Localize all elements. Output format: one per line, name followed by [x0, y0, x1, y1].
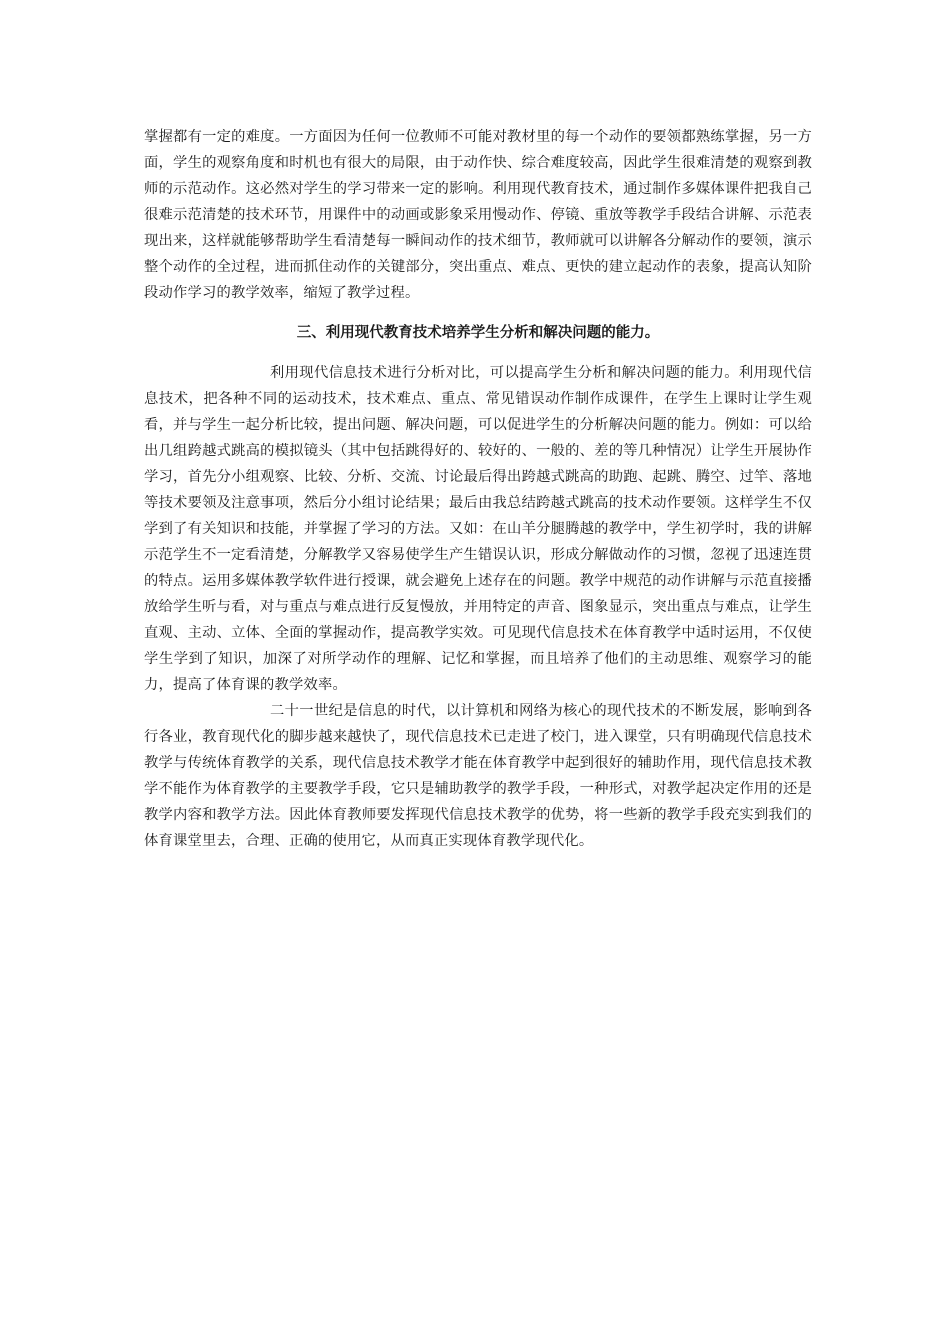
paragraph-2: 利用现代信息技术进行分析对比，可以提高学生分析和解决问题的能力。利用现代信息技术，把各种不同的运动技术，技术难点、重点、常见错误动作制作成课件，在学生上课时让学生观看，并与学生一起分析比较，提出问题、解决问题，可以促进学生的分析解决问题的能力。例如：可以给出几组跨越式跳高的模拟镜头（其中包括跳得好的、较好的、一般的、差的等几种情况）让学生开展协作学习，首先分小组观察、比较、分析、交流、讨论最后得出跨越式跳高的助跑、起跳、腾空、过竿、落地等技术要领及注意事项，然后分小组讨论结果；最后由我总结跨越式跳高的技术动作要领。这样学生不仅学到了有关知识和技能，并掌握了学习的方法。又如：在山羊分腿腾越的教学中，学生初学时，我的讲解示范学生不一定看清楚，分解教学又容易使学生产生错误认识，形成分解做动作的习惯，忽视了迅速连贯的特点。运用多媒体教学软件进行授课，就会避免上述存在的问题。教学中规范的动作讲解与示范直接播放给学生听与看，对与重点与难点进行反复慢放，并用特定的声音、图象显示，突出重点与难点，让学生直观、主动、立体、全面的掌握动作，提高教学实效。可见现代信息技术在体育教学中适时运用，不仅使学生学到了知识，加深了对所学动作的理解、记忆和掌握，而且培养了他们的主动思维、观察学习的能力，提高了体育课的教学效率。	[144, 365, 812, 693]
paragraph-3: 二十一世纪是信息的时代，以计算机和网络为核心的现代技术的不断发展，影响到各行各业，教育现代化的脚步越来越快了，现代信息技术已走进了校门，进入课堂，只有明确现代信息技术教学与传统体育教学的关系，现代信息技术教学才能在体育教学中起到很好的辅助作用，现代信息技术教学不能作为体育教学的主要教学手段，它只是辅助教学的教学手段，一种形式，对教学起决定作用的还是教学内容和教学方法。因此体育教师要发挥现代信息技术教学的优势，将一些新的教学手段充实到我们的体育课堂里去，合理、正确的使用它，从而真正实现体育教学现代化。	[144, 703, 812, 849]
document-body	[144, 124, 812, 854]
section-heading-3: 三、利用现代教育技术培养学生分析和解决问题的能力。	[296, 325, 660, 341]
paragraph-1: 掌握都有一定的难度。一方面因为任何一位教师不可能对教材里的每一个动作的要领都熟练掌握，另一方面，学生的观察角度和时机也有很大的局限，由于动作快、综合难度较高，因此学生很难清楚的观察到教师的示范动作。这必然对学生的学习带来一定的影响。利用现代教育技术，通过制作多媒体课件把我自己很难示范清楚的技术环节，用课件中的动画或影象采用慢动作、停镜、重放等教学手段结合讲解、示范表现出来，这样就能够帮助学生看清楚每一瞬间动作的技术细节，教师就可以讲解各分解动作的要领，演示整个动作的全过程，进而抓住动作的关键部分，突出重点、难点、更快的建立起动作的表象，提高认知阶段动作学习的教学效率，缩短了教学过程。	[144, 129, 812, 301]
